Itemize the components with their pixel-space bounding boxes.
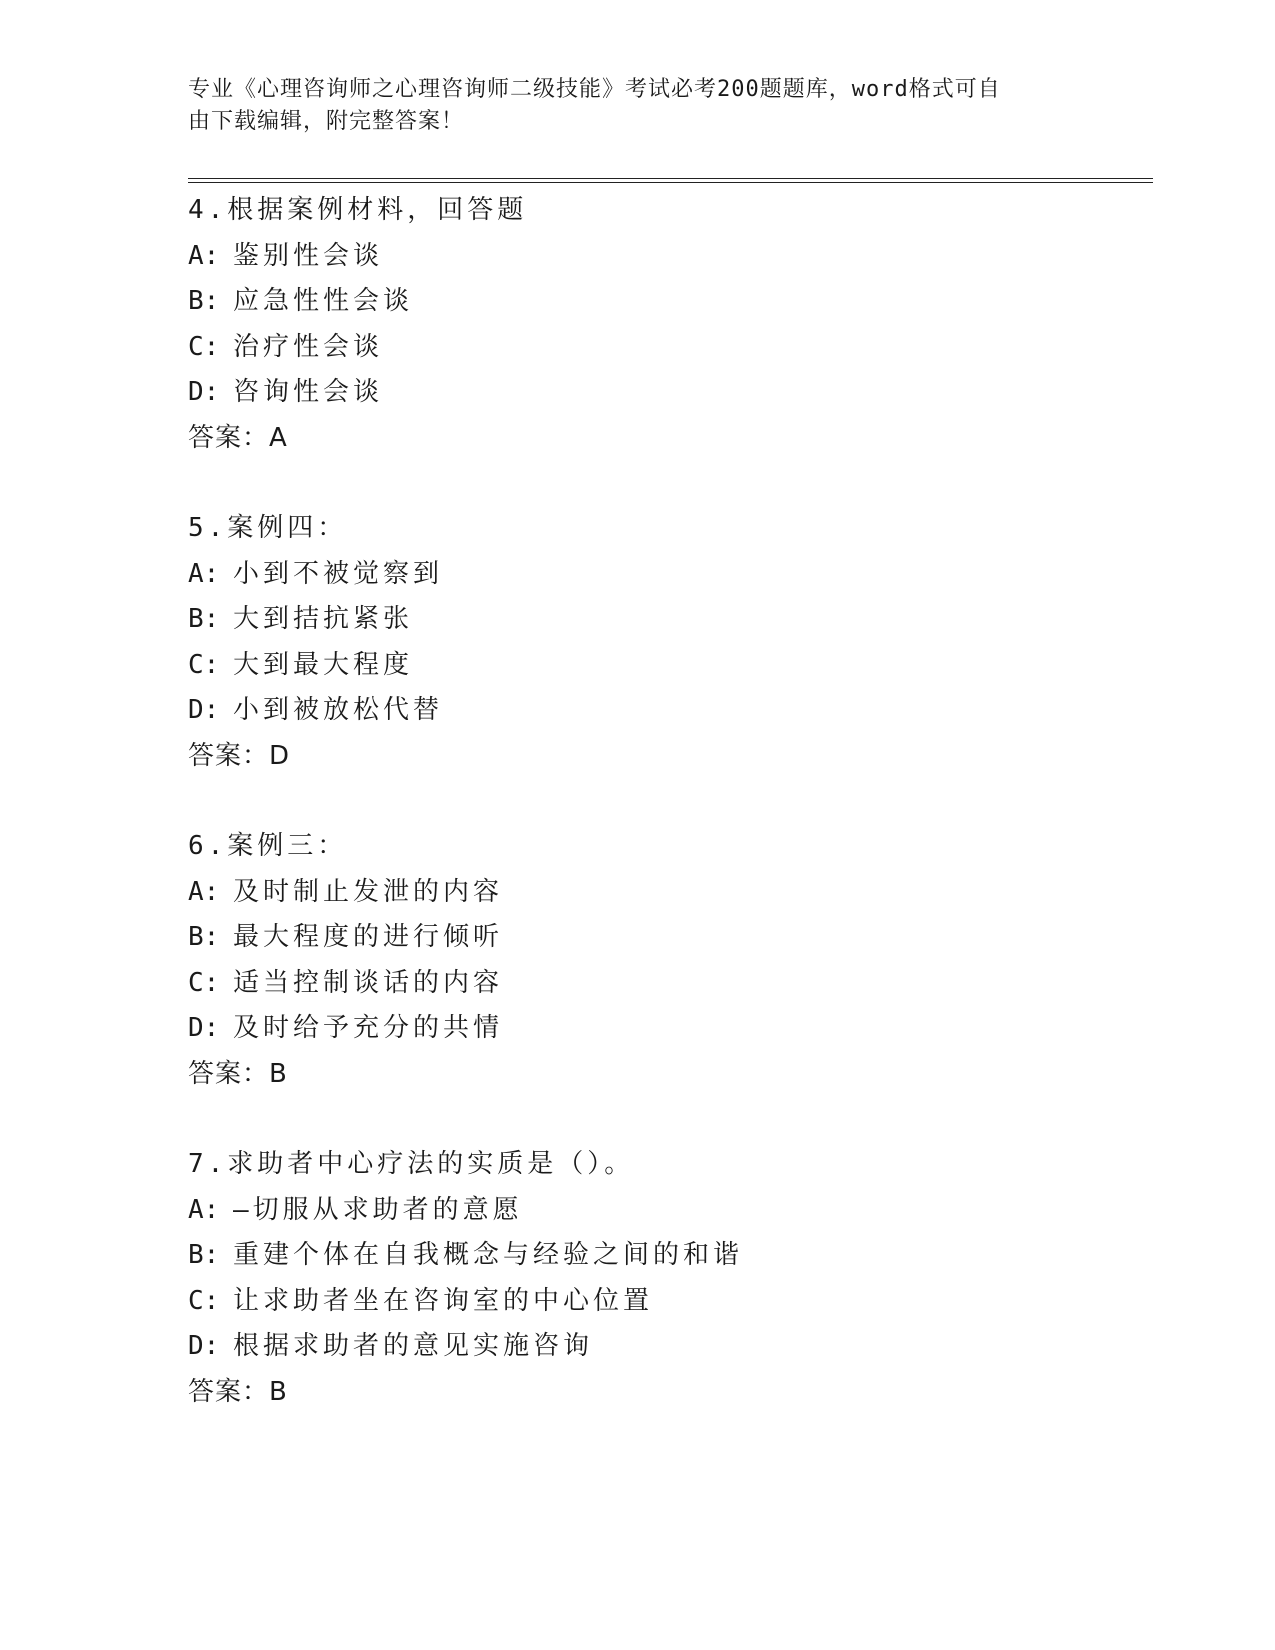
option-text: 及时给予充分的共情 (233, 1013, 504, 1043)
answer-line: 答案：B (188, 1058, 288, 1089)
option-b (188, 915, 1148, 961)
option-letter: A: (188, 876, 220, 907)
option-c (188, 643, 1148, 689)
option-letter: B: (188, 286, 220, 316)
option-text: 重建个体在自我概念与经验之间的和谐 (233, 1240, 744, 1270)
option-d (188, 688, 1148, 734)
option-letter: D: (188, 1331, 220, 1361)
option-text: 大到最大程度 (233, 649, 414, 680)
option-letter: C: (188, 331, 220, 362)
option-text: 治疗性会谈 (233, 331, 384, 362)
option-text: 小到不被觉察到 (233, 558, 444, 589)
option-b (188, 597, 1148, 643)
option-text: —切服从求助者的意愿 (233, 1194, 523, 1225)
option-letter: A: (188, 1194, 220, 1225)
option-letter: D: (188, 695, 220, 725)
question-list (188, 188, 1148, 1460)
option-letter: D: (188, 377, 220, 407)
question-5 (188, 506, 1148, 824)
option-letter: B: (188, 1240, 220, 1270)
question-stem: 4.根据案例材料，回答题 (188, 195, 528, 225)
option-letter: B: (188, 922, 220, 952)
option-letter: C: (188, 649, 220, 680)
answer-line: 答案：B (188, 1376, 288, 1407)
option-letter: C: (188, 967, 220, 998)
header-rule-bottom (188, 182, 1153, 183)
option-d (188, 1324, 1148, 1370)
option-text: 最大程度的进行倾听 (233, 922, 504, 952)
option-letter: C: (188, 1285, 220, 1316)
option-text: 咨询性会谈 (233, 377, 384, 407)
option-text: 适当控制谈话的内容 (233, 967, 504, 998)
option-a (188, 1188, 1148, 1234)
header-rule-top (188, 178, 1153, 179)
option-c (188, 325, 1148, 371)
option-a (188, 870, 1148, 916)
option-a (188, 234, 1148, 280)
option-b (188, 279, 1148, 325)
question-stem: 6.案例三： (188, 831, 348, 861)
question-7 (188, 1142, 1148, 1460)
answer-line: 答案：A (188, 422, 288, 453)
question-4 (188, 188, 1148, 506)
option-letter: A: (188, 558, 220, 589)
option-text: 鉴别性会谈 (233, 240, 384, 271)
header-line-2: 由下载编辑，附完整答案！ (188, 109, 465, 134)
document-header (188, 74, 1068, 138)
answer-line: 答案：D (188, 740, 291, 771)
option-text: 应急性性会谈 (233, 286, 414, 316)
option-letter: A: (188, 240, 220, 271)
header-line-1: 专业《心理咨询师之心理咨询师二级技能》考试必考200题题库，word格式可自 (188, 77, 1001, 102)
option-b (188, 1233, 1148, 1279)
option-text: 及时制止发泄的内容 (233, 876, 504, 907)
option-d (188, 370, 1148, 416)
option-letter: D: (188, 1013, 220, 1043)
question-stem: 7.求助者中心疗法的实质是（）。 (188, 1149, 635, 1179)
option-letter: B: (188, 604, 220, 634)
option-text: 根据求助者的意见实施咨询 (233, 1331, 594, 1361)
option-c (188, 1279, 1148, 1325)
option-text: 小到被放松代替 (233, 695, 444, 725)
option-d (188, 1006, 1148, 1052)
option-c (188, 961, 1148, 1007)
option-text: 大到拮抗紧张 (233, 604, 414, 634)
option-text: 让求助者坐在咨询室的中心位置 (233, 1285, 654, 1316)
option-a (188, 552, 1148, 598)
question-stem: 5.案例四： (188, 513, 348, 543)
question-6 (188, 824, 1148, 1142)
